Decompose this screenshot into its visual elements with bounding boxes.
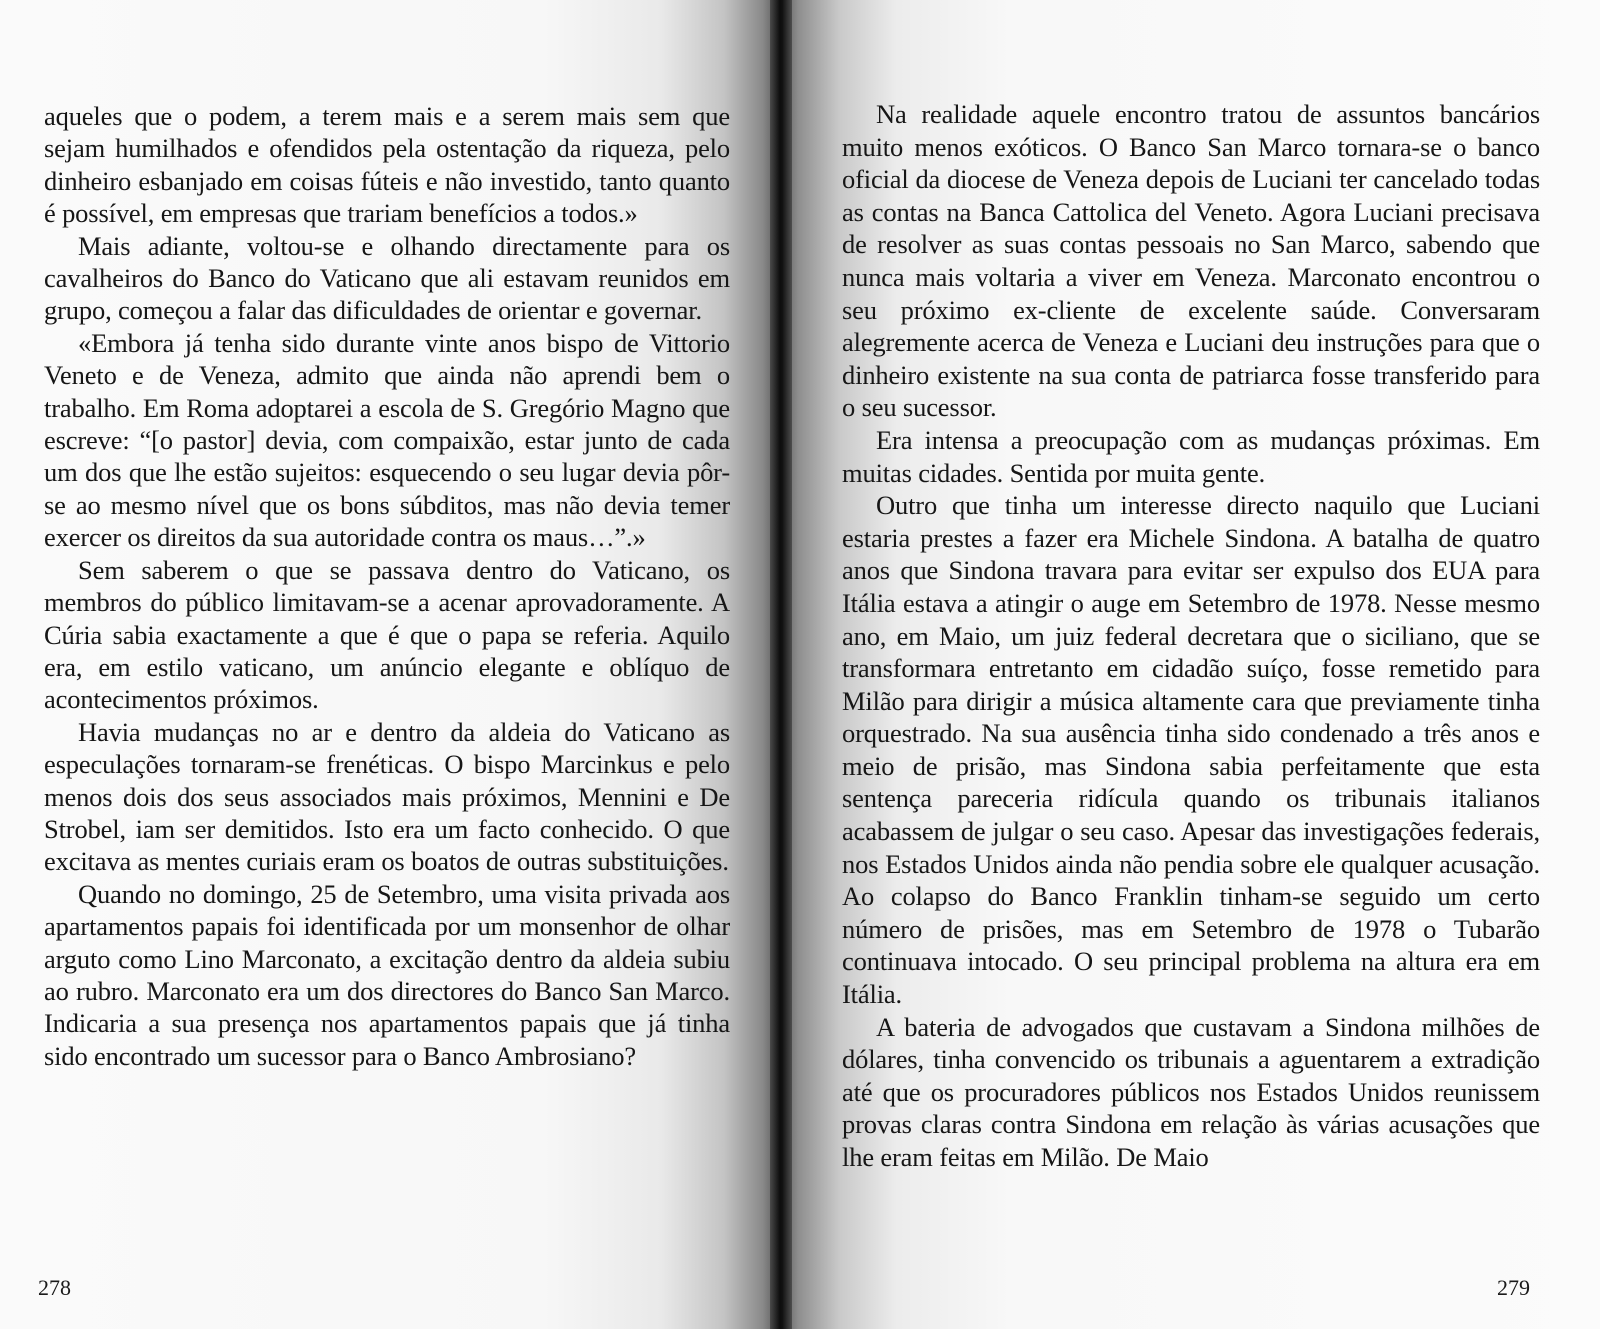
paragraph: Mais adiante, voltou-se e olhando directamente para os cavalheiros do Banco do Vaticano que ali estavam reunidos em grupo, começou a falar das dificuldades de orientar e governar. — [44, 230, 730, 326]
left-page-text — [44, 100, 730, 1072]
paragraph: Sem saberem o que se passava dentro do Vaticano, os membros do público limitavam-se a acenar aprovadoramente. A Cúria sabia exactamente a que é que o papa se referia. Aquilo era, em estilo vaticano, um anúncio elegante e oblíquo de acontecimentos próximos. — [44, 554, 730, 715]
right-page — [782, 0, 1600, 1329]
paragraph: Era intensa a preocupação com as mudanças próximas. Em muitas cidades. Sentida por muita gente. — [842, 424, 1540, 488]
page-number: 279 — [1497, 1275, 1530, 1300]
paragraph: «Embora já tenha sido durante vinte anos bispo de Vittorio Veneto e de Veneza, admito que ainda não aprendi bem o trabalho. Em Roma adoptarei a escola de S. Gregório Magno que escreve: “[o pastor] devia, com compaixão, estar junto de cada um dos que lhe estão sujeitos: esquecendo o seu lugar devia pôr-se ao mesmo nível que os bons súbditos, mas não devia temer exercer os direitos da sua autoridade contra os maus…”.» — [44, 327, 730, 553]
paragraph: Quando no domingo, 25 de Setembro, uma visita privada aos apartamentos papais foi identificada por um monsenhor de olhar arguto como Lino Marconato, a excitação dentro da aldeia subiu ao rubro. Marconato era um dos directores do Banco San Marco. Indicaria a sua presença nos apartamentos papais que já tinha sido encontrado um sucessor para o Banco Ambrosiano? — [44, 878, 730, 1071]
paragraph: Outro que tinha um interesse directo naquilo que Luciani estaria prestes a fazer era Michele Sindona. A batalha de quatro anos que Sindona travara para evitar ser expulso dos EUA para Itália estava a atingir o auge em Setembro de 1978. Nesse mesmo ano, em Maio, um juiz federal decretara que o siciliano, que se transformara entretanto em cidadão suíço, fosse remetido para Milão para dirigir a música altamente cara que previamente tinha orquestrado. Na sua ausência tinha sido condenado a três anos e meio de prisão, mas Sindona sabia perfeitamente que esta sentença pareceria ridícula quando os tribunais italianos acabassem de julgar o seu caso. Apesar das investigações federais, nos Estados Unidos ainda não pendia sobre ele qualquer acusação. Ao colapso do Banco Franklin tinham-se seguido um certo número de prisões, mas em Setembro de 1978 o Tubarão continuava intocado. O seu principal problema na altura era em Itália. — [842, 490, 1540, 1010]
paragraph: aqueles que o podem, a terem mais e a serem mais sem que sejam humilhados e ofendidos pela ostentação da riqueza, pelo dinheiro esbanjado em coisas fúteis e não investido, tanto quanto é possível, em empresas que trariam benefícios a todos.» — [44, 101, 730, 229]
paragraph: Havia mudanças no ar e dentro da aldeia do Vaticano as especulações tornaram-se frenéticas. O bispo Marcinkus e pelo menos dois dos seus associados mais próximos, Mennini e De Strobel, iam ser demitidos. Isto era um facto conhecido. O que excitava as mentes curiais eram os boatos de outras substituições. — [44, 716, 730, 877]
right-page-text — [842, 98, 1540, 1174]
left-page — [0, 0, 778, 1329]
paragraph: A bateria de advogados que custavam a Sindona milhões de dólares, tinha convencido os tribunais a aguentarem a extradição até que os procuradores públicos nos Estados Unidos reunissem provas claras contra Sindona em relação às várias acusações que lhe eram feitas em Milão. De Maio — [842, 1011, 1540, 1172]
paragraph: Na realidade aquele encontro tratou de assuntos bancários muito menos exóticos. O Banco San Marco tornara-se o banco oficial da diocese de Veneza depois de Luciani ter cancelado todas as contas na Banca Cattolica del Veneto. Agora Luciani precisava de resolver as suas contas pessoais no San Marco, sabendo que nunca mais voltaria a viver em Veneza. Marconato encontrou o seu próximo ex-cliente de excelente saúde. Conversaram alegremente acerca de Veneza e Luciani deu instruções para que o dinheiro existente na sua conta de patriarca fosse transferido para o seu sucessor. — [842, 99, 1540, 423]
book-gutter — [770, 0, 792, 1329]
page-number: 278 — [38, 1275, 71, 1300]
